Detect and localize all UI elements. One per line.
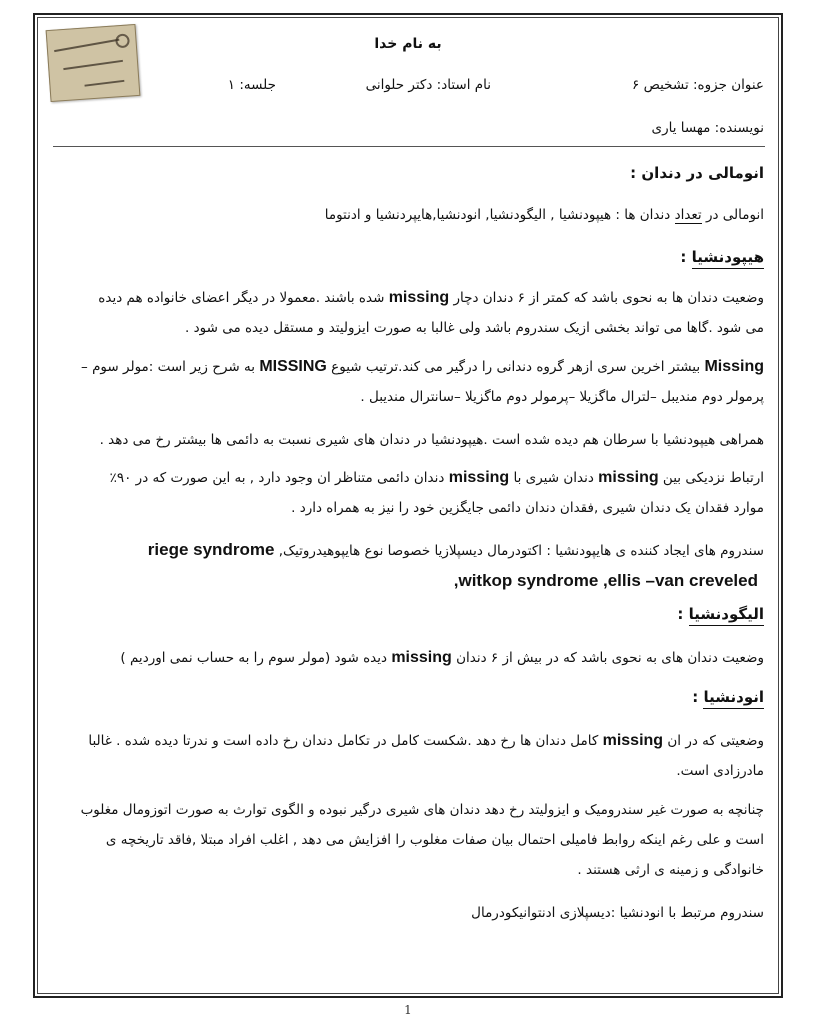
term-missing: missing [448,469,510,486]
hypodontia-paragraph-5 [59,535,764,597]
header-divider [53,146,765,147]
hypodontia-paragraph-4 [59,463,764,523]
text-segment: دندان شیری با [513,470,594,486]
text-segment: سندروم های ایجاد کننده ی هایپودنشیا : اکتودرمال دیسپلازیا خصوصا نوع هایپوهیدروتیک, [278,543,764,559]
text-line: همراهی هیپودنشیا با سرطان هم دیده شده است .هیپودنشیا در دندان های شیری نسبت به دائمی ها بیشتر رخ می دهد . [99,432,764,448]
heading-colon: : [680,248,687,266]
heading-colon: : [692,688,699,706]
text-segment: وضعیت دندان های به نحوی باشد که در بیش از ۶ دندان [456,650,764,666]
text-segment: ارتباط نزدیکی بین [662,470,764,486]
anodontia-paragraph-1 [59,726,764,786]
text-line: می شود .گاها می تواند بخشی ازیک سندروم باشد ولی غالبا به صورت ایزولیتد و مستقل دیده می شود . [185,320,764,336]
text-segment: وضعیتی که در ان [667,733,764,749]
anodontia-heading-text: انودنشیا [703,688,764,709]
hypodontia-paragraph-1 [59,283,764,343]
hypodontia-paragraph-3 [59,425,764,455]
oligodontia-heading [677,605,764,623]
page-title: به نام خدا [374,36,442,52]
term-missing: Missing [704,358,764,375]
text-segment: بیشتر اخرین سری ازهر گروه دندانی را درگیر می کند.ترتیب شیوع [331,359,701,375]
text-segment: به شرح زیر است :مولر سوم – [81,359,256,375]
text-line: خانوادگی و زمینه ی ارثی هستند . [577,862,764,878]
text-line: سندروم مرتبط با انودنشیا :دیسپلازی ادنتوانیکودرمال [471,905,764,921]
term-missing: missing [602,732,664,749]
anodontia-heading [692,688,764,706]
hypodontia-paragraph-2 [59,352,764,412]
term-missing: missing [388,289,450,306]
heading-colon: : [677,605,684,623]
text-line: چنانچه به صورت غیر سندرومیک و ایزولیتد رخ دهد دندان های شیری درگیر نبوده و الگوی توارث به صورت اتوزومال مغلوب [80,802,764,818]
intro-before: انومالی در [705,207,764,223]
text-segment: شده باشند .معمولا در دیگر اعضای خانواده هم دیده [98,290,385,306]
term-missing: missing [391,649,452,666]
teacher-label: نام استاد: دکتر حلوانی [365,77,491,93]
syndrome-names: ,witkop syndrome ,ellis –van creveled [453,571,758,590]
session-label: جلسه: ۱ [227,77,276,93]
term-missing-caps: MISSING [259,358,327,375]
text-line: پرمولر دوم مندیبل –لترال ماگزیلا –پرمولر دوم ماگزیلا –سانترال مندیبل . [360,389,764,405]
text-line: مادرزادی است. [676,763,764,779]
text-segment: کامل دندان ها رخ دهد .شکست کامل در تکامل دندان رخ داده است و ندرتا دیده شده . غالبا [88,733,599,749]
anodontia-paragraph-2 [59,795,764,885]
intro-underlined-word: تعداد [674,207,702,223]
page-number: 1 [404,1003,412,1017]
text-line: است و علی رغم اینکه روابط فامیلی احتمال بیان صفات مغلوب را افزایش می دهد , اغلب افراد مبتلا ,فاقد تاریخچه ی [105,832,764,848]
hypodontia-heading-text: هیپودنشیا [692,248,764,269]
oligodontia-heading-text: الیگودنشیا [689,605,764,626]
intro-line [325,207,764,223]
section-title: انومالی در دندان : [630,164,764,182]
subject-label: عنوان جزوه: تشخیص ۶ [632,77,764,93]
oligodontia-paragraph [59,643,764,673]
text-segment: دیده شود (مولر سوم را به حساب نمی اوردیم ) [120,650,388,666]
intro-after: دندان ها : هیپودنشیا , الیگودنشیا, انودنشیا,هایپردنشیا و ادنتوما [324,207,671,223]
hypodontia-heading [680,248,764,266]
text-segment: وضعیت دندان ها به نحوی باشد که کمتر از ۶ دندان دچار [453,290,764,306]
syndrome-name: riege syndrome [147,540,275,559]
text-line: موارد فقدان یک دندان شیری ,فقدان دندان دائمی جایگزین خود را نیز به همراه دارد . [291,500,764,516]
text-segment: دندان دائمی متناظر ان وجود دارد , به این صورت که در ۹۰٪ [109,470,445,486]
term-missing: missing [598,469,659,486]
author-label: نویسنده: مهسا یاری [651,120,764,136]
anodontia-paragraph-3 [59,898,764,928]
